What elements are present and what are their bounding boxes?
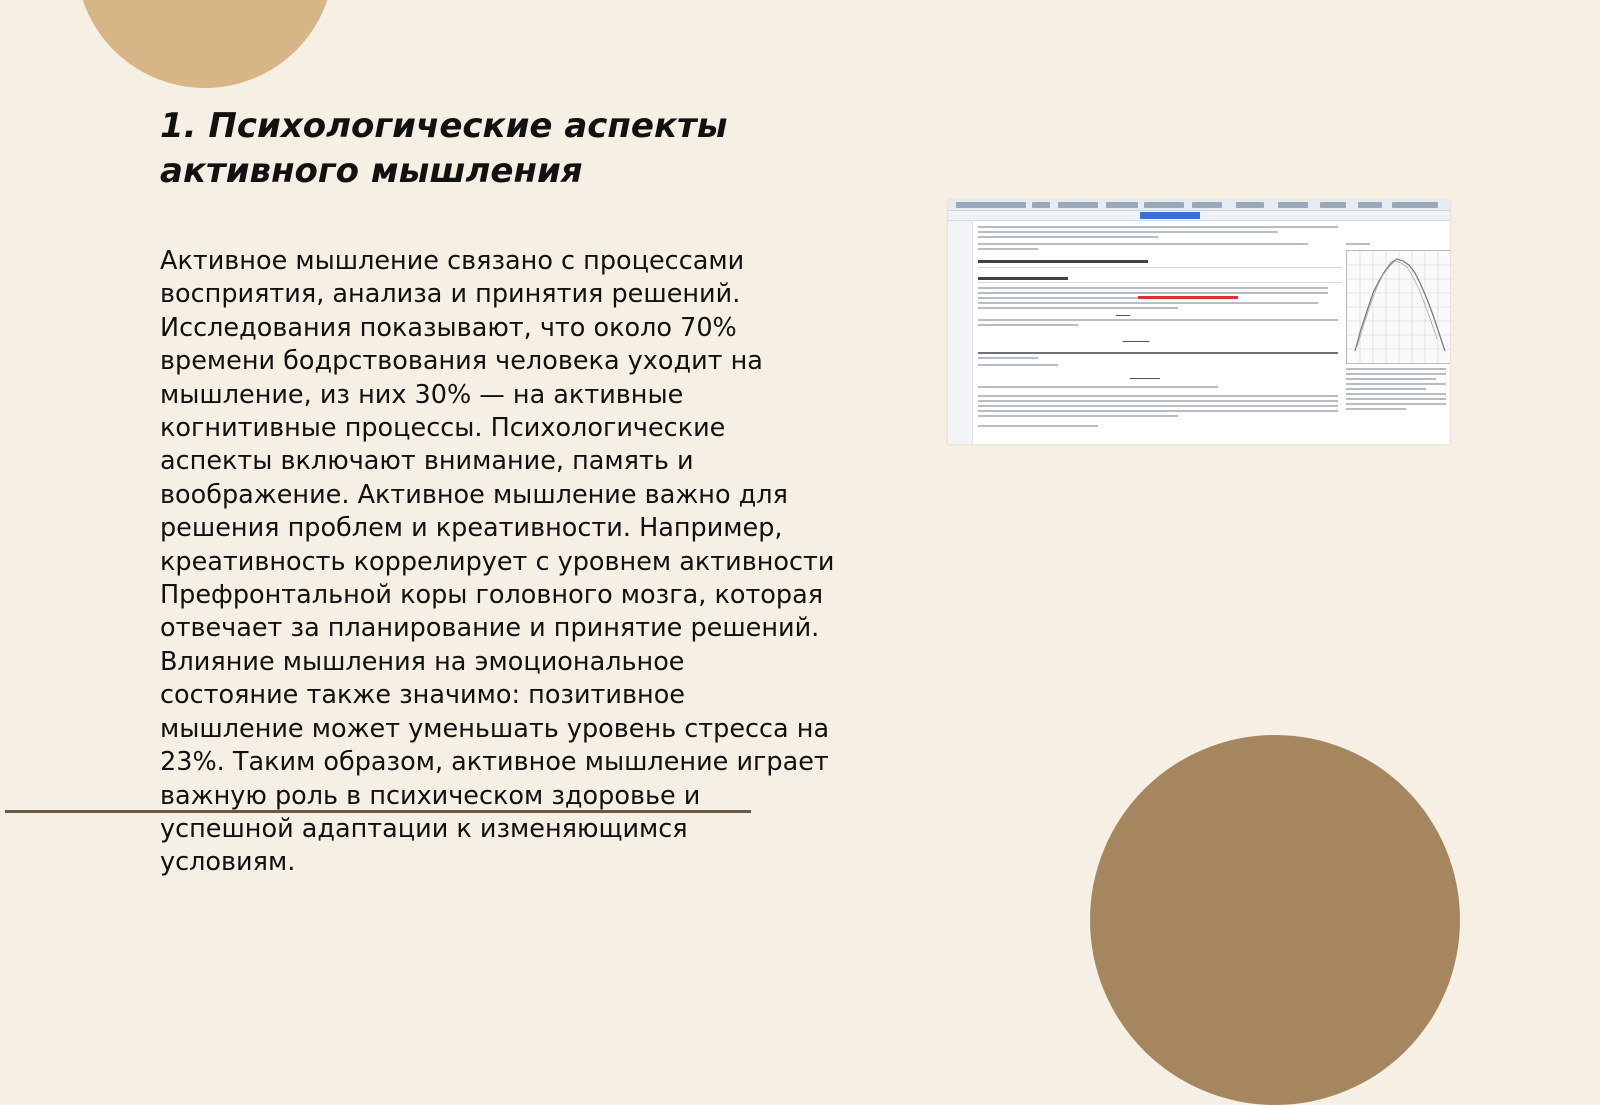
body-line: когнитивные процессы. Психологические bbox=[160, 413, 726, 444]
body-line: восприятия, анализа и принятия решений. bbox=[160, 279, 741, 310]
body-line: Влияние мышления на эмоциональное bbox=[160, 646, 685, 677]
decorative-divider-line bbox=[5, 810, 751, 813]
thumbnail-selection bbox=[1140, 212, 1200, 219]
decorative-circle-bottom bbox=[1090, 735, 1460, 1105]
body-line: условиям. bbox=[160, 847, 296, 878]
embedded-screenshot-image bbox=[948, 200, 1450, 444]
thumbnail-toolbar bbox=[948, 200, 1450, 211]
body-line: аспекты включают внимание, память и bbox=[160, 446, 694, 477]
body-line: креативность коррелирует с уровнем активности bbox=[160, 546, 835, 577]
body-line: Активное мышление связано с процессами bbox=[160, 246, 745, 276]
body-line: времени бодрствования человека уходит на bbox=[160, 346, 763, 377]
slide-title-line-2: активного мышления bbox=[160, 151, 583, 191]
decorative-circle-top bbox=[76, 0, 334, 88]
thumbnail-plot bbox=[1346, 250, 1450, 364]
slide-body-text bbox=[160, 245, 860, 880]
body-line: воображение. Активное мышление важно для bbox=[160, 479, 788, 510]
thumbnail-left-column bbox=[948, 221, 973, 444]
body-line: важную роль в психическом здоровье и bbox=[160, 780, 701, 811]
slide-title bbox=[160, 104, 800, 194]
body-line: решения проблем и креативности. Например, bbox=[160, 513, 783, 544]
body-line: 23%. Таким образом, активное мышление играет bbox=[160, 747, 829, 778]
body-line: состояние также значимо: позитивное bbox=[160, 680, 685, 711]
body-line: отвечает за планирование и принятие решений. bbox=[160, 613, 820, 644]
slide-title-line-1: 1. Психологические аспекты bbox=[160, 106, 728, 146]
body-line: Исследования показывают, что около 70% bbox=[160, 312, 737, 343]
body-line: мышление может уменьшать уровень стресса на bbox=[160, 713, 830, 744]
body-line: Префронтальной коры головного мозга, которая bbox=[160, 580, 824, 611]
body-line: мышление, из них 30% — на активные bbox=[160, 379, 684, 410]
body-line: успешной адаптации к изменяющимся bbox=[160, 813, 688, 844]
